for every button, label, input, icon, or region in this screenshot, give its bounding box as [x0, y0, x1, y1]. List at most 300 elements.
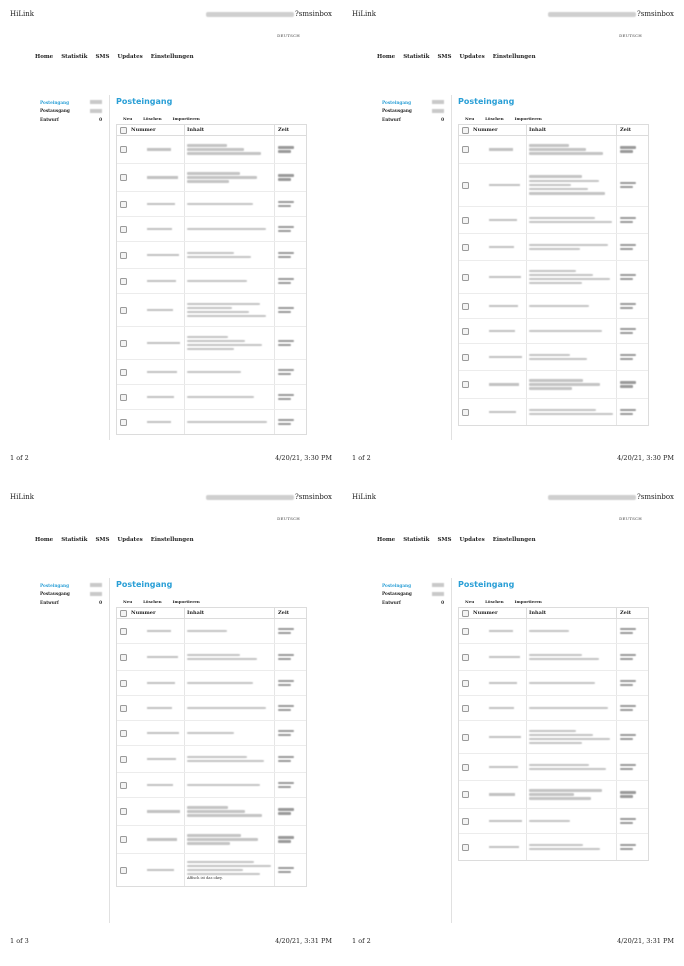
sidebar-item[interactable] [382, 98, 444, 107]
row-checkbox[interactable] [462, 381, 469, 388]
toolbar-button[interactable]: Importieren [172, 116, 200, 121]
table-row[interactable] [459, 754, 648, 781]
table-row[interactable] [117, 327, 306, 360]
table-row[interactable] [459, 207, 648, 234]
sidebar-item-label: Posteingang [382, 582, 412, 588]
sidebar-count-redacted [90, 109, 102, 113]
message-text: Affisch ist das okey. [187, 876, 223, 881]
sidebar [382, 581, 444, 607]
row-checkbox[interactable] [462, 654, 469, 661]
message-content-redacted [184, 854, 274, 886]
language-selector[interactable]: DEUTSCH [619, 516, 642, 521]
sender-number-redacted [471, 793, 526, 796]
row-checkbox[interactable] [120, 782, 127, 789]
sidebar-count-redacted [90, 100, 102, 104]
message-content-redacted [526, 644, 616, 670]
row-checkbox[interactable] [120, 628, 127, 635]
nav-item[interactable]: Einstellungen [492, 54, 536, 60]
message-content-redacted [184, 696, 274, 720]
nav-item[interactable]: SMS [437, 54, 452, 60]
sender-number-redacted [471, 707, 526, 710]
table-row[interactable] [117, 721, 306, 746]
toolbar [465, 116, 542, 121]
table-row[interactable] [459, 136, 648, 164]
print-timestamp: 4/20/21, 3:31 PM [617, 937, 674, 945]
sidebar-count-redacted [432, 583, 444, 587]
message-content-redacted [526, 294, 616, 318]
message-time-redacted [616, 344, 648, 370]
sender-number-redacted [471, 383, 526, 386]
page-number: 1 of 3 [10, 937, 29, 945]
language-selector[interactable]: DEUTSCH [277, 516, 300, 521]
sender-number-redacted [129, 254, 184, 257]
row-checkbox[interactable] [462, 791, 469, 798]
message-time-redacted [274, 798, 306, 825]
message-time-redacted [616, 834, 648, 860]
row-checkbox[interactable] [462, 764, 469, 771]
toolbar-button[interactable]: Löschen [485, 599, 504, 604]
sidebar-item[interactable] [382, 598, 444, 607]
nav-item[interactable]: Einstellungen [150, 537, 194, 543]
page-title: Posteingang [116, 97, 173, 106]
sms-table [458, 607, 649, 861]
row-checkbox[interactable] [120, 808, 127, 815]
toolbar-button[interactable]: Löschen [485, 116, 504, 121]
row-checkbox[interactable] [462, 354, 469, 361]
sender-number-redacted [129, 838, 184, 841]
nav-item[interactable]: Home [35, 537, 54, 543]
table-row[interactable] [459, 294, 648, 319]
sidebar [40, 581, 102, 607]
message-content-redacted [184, 136, 274, 163]
column-header-number: Nummer [473, 127, 498, 133]
sidebar-item-label: Postausgang [40, 591, 70, 597]
nav-item[interactable]: Statistik [403, 537, 430, 543]
table-row[interactable] [459, 781, 648, 809]
message-time-redacted [616, 696, 648, 720]
row-checkbox[interactable] [120, 680, 127, 687]
sidebar [40, 98, 102, 124]
message-time-redacted [616, 261, 648, 293]
app-title: HiLink [10, 493, 34, 501]
divider [109, 95, 110, 440]
sender-number-redacted [129, 784, 184, 787]
nav-item[interactable]: Home [35, 54, 54, 60]
sender-number-redacted [471, 736, 526, 739]
message-content-redacted [184, 217, 274, 241]
sender-number-redacted [129, 396, 184, 399]
message-content-redacted [526, 234, 616, 260]
toolbar-button[interactable]: Importieren [514, 116, 542, 121]
row-checkbox[interactable] [462, 409, 469, 416]
toolbar [123, 599, 200, 604]
message-content-redacted [184, 798, 274, 825]
toolbar-button[interactable]: Löschen [143, 116, 162, 121]
toolbar-button[interactable]: Neu [123, 599, 133, 604]
row-checkbox[interactable] [120, 867, 127, 874]
select-all-checkbox[interactable] [120, 610, 127, 617]
page-title: Posteingang [458, 580, 515, 589]
column-header-content: Inhalt [526, 608, 616, 618]
message-time-redacted [274, 294, 306, 326]
sidebar-item[interactable] [382, 107, 444, 116]
row-checkbox[interactable] [462, 244, 469, 251]
sidebar-count-redacted [432, 592, 444, 596]
select-all-checkbox[interactable] [120, 127, 127, 134]
message-time-redacted [274, 619, 306, 643]
row-checkbox[interactable] [462, 303, 469, 310]
nav-item[interactable]: Einstellungen [150, 54, 194, 60]
nav-item[interactable]: Home [377, 54, 396, 60]
message-content-redacted [526, 671, 616, 695]
print-page [342, 483, 684, 966]
table-row[interactable] [117, 269, 306, 294]
table-row[interactable] [459, 809, 648, 834]
message-time-redacted [616, 809, 648, 833]
column-header-time: Zeit [274, 125, 306, 135]
sender-number-redacted [129, 682, 184, 685]
message-time-redacted [616, 164, 648, 206]
sidebar-item[interactable] [40, 590, 102, 599]
sender-number-redacted [129, 732, 184, 735]
message-time-redacted [274, 696, 306, 720]
table-row[interactable] [117, 854, 306, 886]
row-checkbox[interactable] [120, 836, 127, 843]
table-row[interactable] [459, 834, 648, 860]
message-time-redacted [274, 242, 306, 268]
nav-item[interactable]: Statistik [61, 537, 88, 543]
main-nav [377, 537, 536, 543]
sidebar-item-label: Postausgang [40, 108, 70, 114]
table-row[interactable] [459, 644, 648, 671]
sidebar-count: 0 [441, 116, 444, 122]
table-row[interactable] [459, 696, 648, 721]
message-time-redacted [616, 319, 648, 343]
table-row[interactable] [117, 671, 306, 696]
row-checkbox[interactable] [120, 201, 127, 208]
message-content-redacted [526, 721, 616, 753]
sender-number-redacted [129, 203, 184, 206]
sender-number-redacted [471, 630, 526, 633]
toolbar-button[interactable]: Neu [465, 116, 475, 121]
table-row[interactable] [459, 619, 648, 644]
message-time-redacted [274, 773, 306, 797]
table-row[interactable] [117, 644, 306, 671]
row-checkbox[interactable] [462, 274, 469, 281]
table-row[interactable] [117, 696, 306, 721]
row-checkbox[interactable] [120, 730, 127, 737]
row-checkbox[interactable] [120, 705, 127, 712]
message-time-redacted [616, 136, 648, 163]
message-time-redacted [274, 136, 306, 163]
sidebar-count: 0 [99, 599, 102, 605]
table-row[interactable] [117, 294, 306, 327]
app-title: HiLink [352, 10, 376, 18]
message-content-redacted [184, 826, 274, 853]
sidebar-item[interactable] [40, 581, 102, 590]
message-content-redacted [526, 781, 616, 808]
message-time-redacted [274, 671, 306, 695]
table-header [117, 608, 306, 619]
sender-number-redacted [471, 846, 526, 849]
print-timestamp: 4/20/21, 3:30 PM [617, 454, 674, 462]
app-title: HiLink [10, 10, 34, 18]
message-content-redacted [526, 809, 616, 833]
print-timestamp: 4/20/21, 3:30 PM [275, 454, 332, 462]
sender-number-redacted [471, 356, 526, 359]
table-row[interactable] [459, 164, 648, 207]
table-row[interactable] [117, 746, 306, 773]
page-url: ?smsinbox [206, 493, 332, 501]
nav-item[interactable]: SMS [95, 54, 110, 60]
table-row[interactable] [459, 371, 648, 399]
sender-number-redacted [471, 184, 526, 187]
row-checkbox[interactable] [462, 628, 469, 635]
sender-number-redacted [129, 176, 184, 179]
row-checkbox[interactable] [462, 328, 469, 335]
language-selector[interactable]: DEUTSCH [277, 33, 300, 38]
table-row[interactable] [117, 217, 306, 242]
nav-item[interactable]: Home [377, 537, 396, 543]
column-header-time: Zeit [616, 125, 648, 135]
row-checkbox[interactable] [462, 182, 469, 189]
table-row[interactable] [459, 399, 648, 425]
sender-number-redacted [129, 342, 184, 345]
message-content-redacted [184, 294, 274, 326]
table-row[interactable] [117, 242, 306, 269]
nav-item[interactable]: SMS [95, 537, 110, 543]
message-content-redacted [184, 644, 274, 670]
sender-number-redacted [471, 246, 526, 249]
row-checkbox[interactable] [120, 369, 127, 376]
sms-table [116, 124, 307, 435]
nav-item[interactable]: Einstellungen [492, 537, 536, 543]
sidebar-item[interactable] [40, 107, 102, 116]
language-selector[interactable]: DEUTSCH [619, 33, 642, 38]
nav-item[interactable]: Updates [459, 537, 485, 543]
table-header [459, 125, 648, 136]
message-content-redacted [526, 344, 616, 370]
row-checkbox[interactable] [462, 705, 469, 712]
column-header-content: Inhalt [526, 125, 616, 135]
table-row[interactable] [459, 319, 648, 344]
sidebar-item[interactable] [40, 115, 102, 124]
row-checkbox[interactable] [120, 252, 127, 259]
sender-number-redacted [129, 371, 184, 374]
nav-item[interactable]: Statistik [403, 54, 430, 60]
sender-number-redacted [471, 219, 526, 222]
table-row[interactable] [117, 164, 306, 192]
nav-item[interactable]: SMS [437, 537, 452, 543]
sidebar-item-label: Postausgang [382, 108, 412, 114]
sms-table [116, 607, 307, 887]
message-content-redacted [526, 136, 616, 163]
row-checkbox[interactable] [462, 217, 469, 224]
table-row[interactable] [117, 619, 306, 644]
message-content-redacted [526, 261, 616, 293]
page-url: ?smsinbox [548, 10, 674, 18]
table-row[interactable] [117, 136, 306, 164]
message-time-redacted [616, 721, 648, 753]
message-content-redacted [184, 242, 274, 268]
page-url: ?smsinbox [206, 10, 332, 18]
message-time-redacted [274, 644, 306, 670]
row-checkbox[interactable] [120, 654, 127, 661]
nav-item[interactable]: Updates [117, 537, 143, 543]
row-checkbox[interactable] [120, 340, 127, 347]
message-content-redacted [526, 319, 616, 343]
table-row[interactable] [459, 234, 648, 261]
toolbar-button[interactable]: Neu [123, 116, 133, 121]
page-url: ?smsinbox [548, 493, 674, 501]
select-all-checkbox[interactable] [462, 127, 469, 134]
message-time-redacted [274, 360, 306, 384]
column-header-number: Nummer [131, 127, 156, 133]
message-content-redacted [526, 164, 616, 206]
nav-item[interactable]: Updates [117, 54, 143, 60]
message-content-redacted [526, 834, 616, 860]
sms-table [458, 124, 649, 426]
message-content-redacted [526, 619, 616, 643]
row-checkbox[interactable] [120, 307, 127, 314]
message-content-redacted [526, 399, 616, 425]
print-page [342, 0, 684, 483]
message-time-redacted [616, 234, 648, 260]
row-checkbox[interactable] [462, 844, 469, 851]
sender-number-redacted [129, 228, 184, 231]
row-checkbox[interactable] [120, 756, 127, 763]
row-checkbox[interactable] [120, 278, 127, 285]
table-row[interactable] [459, 261, 648, 294]
message-content-redacted [184, 410, 274, 434]
message-content-redacted [184, 164, 274, 191]
page-number: 1 of 2 [10, 454, 29, 462]
app-title: HiLink [352, 493, 376, 501]
toolbar-button[interactable]: Neu [465, 599, 475, 604]
nav-item[interactable]: Statistik [61, 54, 88, 60]
message-time-redacted [616, 207, 648, 233]
divider [451, 95, 452, 440]
sidebar-item[interactable] [382, 590, 444, 599]
sidebar-item-label: Entwurf [382, 116, 401, 122]
sidebar-item[interactable] [382, 581, 444, 590]
message-content-redacted [526, 696, 616, 720]
divider [109, 578, 110, 923]
sidebar-item-label: Posteingang [382, 99, 412, 105]
row-checkbox[interactable] [462, 734, 469, 741]
row-checkbox[interactable] [120, 394, 127, 401]
sender-number-redacted [129, 758, 184, 761]
table-row[interactable] [117, 360, 306, 385]
message-content-redacted [184, 269, 274, 293]
table-row[interactable] [117, 410, 306, 434]
sender-number-redacted [129, 421, 184, 424]
table-header [459, 608, 648, 619]
sidebar-item-label: Entwurf [40, 116, 59, 122]
message-time-redacted [274, 269, 306, 293]
message-time-redacted [274, 327, 306, 359]
sidebar-item[interactable] [40, 98, 102, 107]
sidebar-item-label: Posteingang [40, 582, 70, 588]
table-row[interactable] [117, 385, 306, 410]
table-row[interactable] [117, 773, 306, 798]
column-header-number: Nummer [473, 610, 498, 616]
row-checkbox[interactable] [120, 226, 127, 233]
print-timestamp: 4/20/21, 3:31 PM [275, 937, 332, 945]
page-number: 1 of 2 [352, 937, 371, 945]
sidebar-item-label: Postausgang [382, 591, 412, 597]
message-content-redacted [184, 327, 274, 359]
column-header-content: Inhalt [184, 608, 274, 618]
nav-item[interactable]: Updates [459, 54, 485, 60]
table-row[interactable] [117, 826, 306, 854]
row-checkbox[interactable] [462, 680, 469, 687]
message-time-redacted [274, 385, 306, 409]
table-row[interactable] [459, 671, 648, 696]
sender-number-redacted [129, 309, 184, 312]
row-checkbox[interactable] [120, 146, 127, 153]
sidebar-count-redacted [432, 100, 444, 104]
message-time-redacted [274, 164, 306, 191]
table-row[interactable] [459, 344, 648, 371]
table-row[interactable] [459, 721, 648, 754]
sidebar-item[interactable] [40, 598, 102, 607]
sender-number-redacted [471, 766, 526, 769]
message-time-redacted [616, 619, 648, 643]
message-time-redacted [274, 854, 306, 886]
message-time-redacted [616, 371, 648, 398]
message-content-redacted [184, 192, 274, 216]
message-time-redacted [616, 644, 648, 670]
sender-number-redacted [471, 148, 526, 151]
print-page [0, 483, 342, 966]
message-content-redacted [526, 207, 616, 233]
sender-number-redacted [129, 810, 184, 813]
sidebar-item-label: Entwurf [40, 599, 59, 605]
main-nav [35, 537, 194, 543]
sidebar-count: 0 [441, 599, 444, 605]
message-time-redacted [274, 826, 306, 853]
row-checkbox[interactable] [462, 146, 469, 153]
print-page [0, 0, 342, 483]
toolbar [465, 599, 542, 604]
sender-number-redacted [129, 656, 184, 659]
message-time-redacted [274, 192, 306, 216]
row-checkbox[interactable] [120, 419, 127, 426]
sender-number-redacted [129, 630, 184, 633]
table-row[interactable] [117, 798, 306, 826]
sender-number-redacted [471, 656, 526, 659]
sidebar-count-redacted [90, 592, 102, 596]
main-nav [377, 54, 536, 60]
toolbar-button[interactable]: Importieren [514, 599, 542, 604]
sidebar-item[interactable] [382, 115, 444, 124]
row-checkbox[interactable] [462, 818, 469, 825]
message-time-redacted [616, 294, 648, 318]
sender-number-redacted [471, 276, 526, 279]
table-row[interactable] [117, 192, 306, 217]
select-all-checkbox[interactable] [462, 610, 469, 617]
message-time-redacted [274, 410, 306, 434]
row-checkbox[interactable] [120, 174, 127, 181]
message-content-redacted [184, 721, 274, 745]
sender-number-redacted [471, 330, 526, 333]
divider [451, 578, 452, 923]
page-title: Posteingang [116, 580, 173, 589]
sidebar-count-redacted [90, 583, 102, 587]
toolbar-button[interactable]: Importieren [172, 599, 200, 604]
toolbar-button[interactable]: Löschen [143, 599, 162, 604]
